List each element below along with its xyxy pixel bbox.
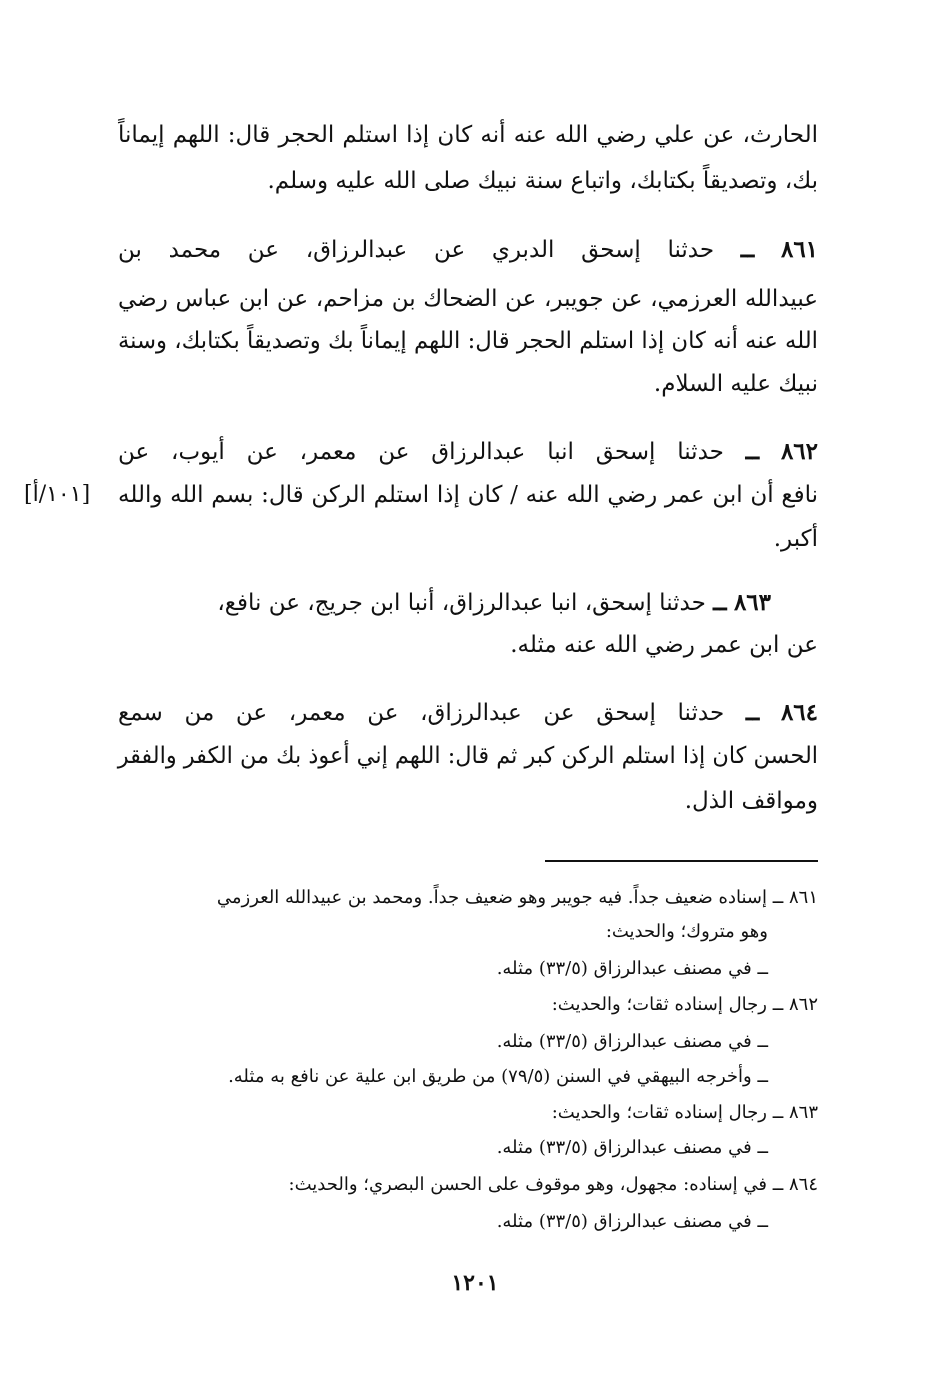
hadith-863-first-line bbox=[217, 588, 771, 618]
footnote-line: ــ في مصنف عبدالرزاق (٣٣/٥) مثله. bbox=[496, 1031, 768, 1052]
hadith-number: ٨٦٢ bbox=[780, 438, 818, 465]
hadith-number: ٨٦٣ bbox=[733, 589, 771, 616]
hadith-dash: ــ bbox=[740, 236, 755, 263]
footnote-line: ــ وأخرجه البيهقي في السنن (٧٩/٥) من طريق ابن علية عن نافع به مثله. bbox=[228, 1066, 768, 1087]
hadith-text: حدثنا إسحق الدبري عن عبدالرزاق، عن محمد بن bbox=[118, 237, 715, 263]
text-line: الحارث، عن علي رضي الله عنه أنه كان إذا استلم الحجر قال: اللهم إيماناً bbox=[118, 122, 818, 148]
hadith-861-first-line bbox=[118, 235, 818, 265]
hadith-dash: ــ bbox=[713, 589, 727, 616]
hadith-number: ٨٦٤ bbox=[780, 699, 818, 726]
text-line: أكبر. bbox=[773, 526, 818, 552]
text-line: الله عنه أنه كان إذا استلم الحجر قال: اللهم إيماناً بك وتصديقاً بكتابك، وسنة bbox=[117, 328, 818, 354]
footnote-separator bbox=[545, 860, 818, 862]
footnote-line: وهو متروك؛ والحديث: bbox=[605, 921, 768, 942]
hadith-864-first-line bbox=[118, 698, 818, 728]
text-line: ومواقف الذل. bbox=[684, 788, 818, 814]
footnote-line: ــ في مصنف عبدالرزاق (٣٣/٥) مثله. bbox=[496, 958, 768, 979]
hadith-text: حدثنا إسحق انبا عبدالرزاق عن معمر، عن أيوب، عن bbox=[118, 439, 724, 465]
hadith-dash: ــ bbox=[745, 699, 760, 726]
text-line: نافع أن ابن عمر رضي الله عنه / كان إذا استلم الركن قال: بسم الله والله bbox=[118, 482, 818, 508]
text-line: عبيدالله العرزمي، عن جويبر، عن الضحاك بن مزاحم، عن ابن عباس رضي bbox=[118, 286, 818, 312]
footnote-line: ٨٦٤ ــ في إسناده: مجهول، وهو موقوف على الحسن البصري؛ والحديث: bbox=[288, 1174, 818, 1195]
hadith-text: حدثنا إسحق، انبا عبدالرزاق، أنبا ابن جريج، عن نافع، bbox=[217, 590, 706, 616]
hadith-862-first-line bbox=[118, 437, 818, 467]
text-line: بك، وتصديقاً بكتابك، واتباع سنة نبيك صلى الله عليه وسلم. bbox=[267, 168, 818, 194]
hadith-number: ٨٦١ bbox=[780, 236, 819, 263]
text-line: عن ابن عمر رضي الله عنه مثله. bbox=[510, 632, 818, 658]
page-number: ١٢٠١ bbox=[451, 1270, 499, 1296]
footnote-line: ٨٦١ ــ إسناده ضعيف جداً. فيه جويبر وهو ضعيف جداً. ومحمد بن عبيدالله العرزمي bbox=[216, 887, 818, 908]
footnote-line: ــ في مصنف عبدالرزاق (٣٣/٥) مثله. bbox=[496, 1211, 768, 1232]
text-line: الحسن كان إذا استلم الركن كبر ثم قال: اللهم إني أعوذ بك من الكفر والفقر bbox=[117, 743, 818, 769]
text-line: نبيك عليه السلام. bbox=[653, 371, 818, 397]
hadith-dash: ــ bbox=[745, 438, 760, 465]
footnote-line: ــ في مصنف عبدالرزاق (٣٣/٥) مثله. bbox=[496, 1137, 768, 1158]
manuscript-folio-ref: [١٠١/أ] bbox=[24, 482, 91, 507]
footnote-line: ٨٦٢ ــ رجال إسناده ثقات؛ والحديث: bbox=[551, 994, 818, 1015]
footnote-line: ٨٦٣ ــ رجال إسناده ثقات؛ والحديث: bbox=[551, 1102, 818, 1123]
hadith-text: حدثنا إسحق عن عبدالرزاق، عن معمر، عن من سمع bbox=[118, 700, 725, 726]
